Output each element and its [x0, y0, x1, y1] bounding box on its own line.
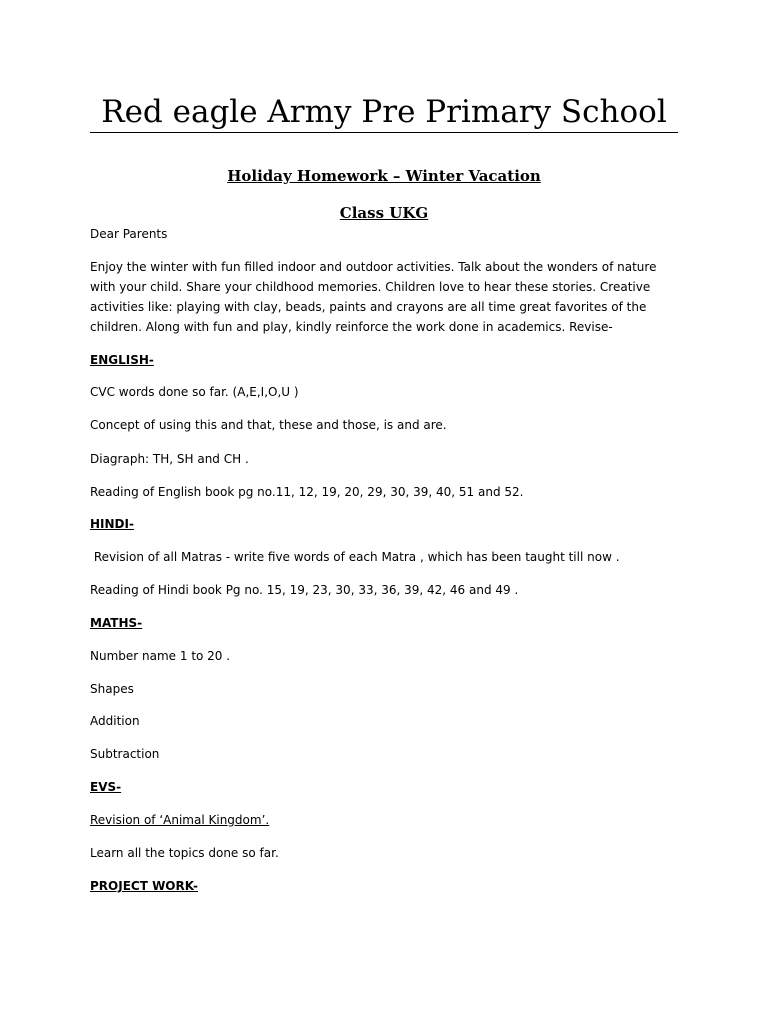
evs-section-title: EVS-	[90, 780, 122, 794]
intro-paragraph: Enjoy the winter with fun filled indoor and outdoor activities. Talk about the wonders of nature with your child. Share your childhood memories. Children love to hear these stories. Creative activities like: playing with clay, beads, paints and crayons are all time great favorites of the children. Along with fun and play, kindly reinforce the work done in academics. Revise-	[90, 260, 657, 334]
english-item: Concept of using this and that, these and those, is and are.	[90, 418, 447, 432]
english-item: CVC words done so far. (A,E,I,O,U )	[90, 385, 299, 399]
class-heading: Class UKG	[339, 204, 429, 222]
evs-item: Revision of ‘Animal Kingdom’.	[90, 813, 270, 827]
english-item: Diagraph: TH, SH and CH .	[90, 452, 249, 466]
title-underline-rule	[90, 132, 678, 133]
hindi-section-title: HINDI-	[90, 517, 134, 531]
maths-item: Subtraction	[90, 747, 160, 761]
project-work-section-title: PROJECT WORK-	[90, 879, 198, 893]
evs-item: Learn all the topics done so far.	[90, 846, 279, 860]
hindi-item: Reading of Hindi book Pg no. 15, 19, 23, 30, 33, 36, 39, 42, 46 and 49 .	[90, 583, 519, 597]
school-name-title: Red eagle Army Pre Primary School	[101, 94, 667, 130]
salutation: Dear Parents	[90, 227, 168, 241]
maths-item: Addition	[90, 714, 140, 728]
maths-section-title: MATHS-	[90, 616, 143, 630]
maths-item: Shapes	[90, 682, 134, 696]
english-item: Reading of English book pg no.11, 12, 19, 20, 29, 30, 39, 40, 51 and 52.	[90, 485, 524, 499]
maths-item: Number name 1 to 20 .	[90, 649, 231, 663]
homework-heading: Holiday Homework – Winter Vacation	[227, 167, 541, 185]
hindi-item: Revision of all Matras - write five words of each Matra , which has been taught till now .	[90, 550, 620, 564]
english-section-title: ENGLISH-	[90, 353, 154, 367]
